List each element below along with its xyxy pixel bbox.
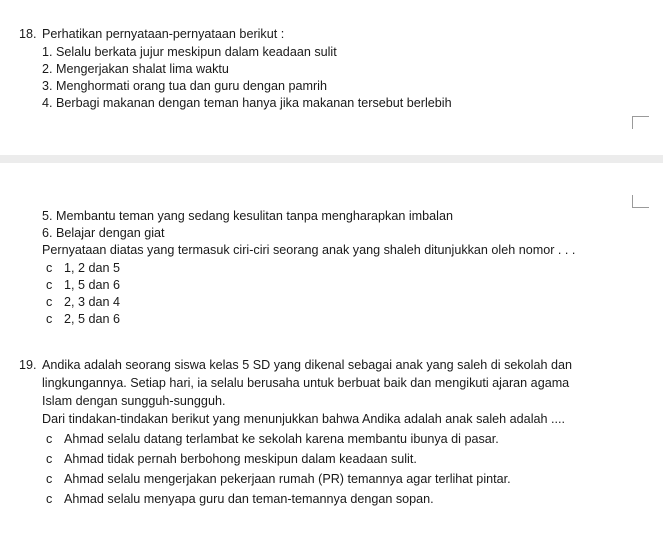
q19-option-c[interactable]: [46, 471, 511, 488]
q18-statement-6: 6. Belajar dengan giat: [42, 226, 165, 240]
option-text: Ahmad selalu mengerjakan pekerjaan rumah (PR) temannya agar terlihat pintar.: [64, 472, 511, 486]
q18-option-c[interactable]: [46, 294, 120, 311]
q18-option-b[interactable]: [46, 277, 120, 294]
option-marker: c: [46, 492, 53, 506]
q19-option-d[interactable]: [46, 491, 434, 508]
option-text: Ahmad tidak pernah berbohong meskipun dalam keadaan sulit.: [64, 452, 417, 466]
q19-option-a[interactable]: [46, 431, 499, 448]
option-text: Ahmad selalu datang terlambat ke sekolah karena membantu ibunya di pasar.: [64, 432, 499, 446]
option-text: 1, 5 dan 6: [64, 278, 121, 292]
option-marker: c: [46, 472, 53, 486]
q18-statement-4: 4. Berbagi makanan dengan teman hanya jika makanan tersebut berlebih: [42, 96, 452, 110]
option-text: 2, 3 dan 4: [64, 295, 121, 309]
option-marker: c: [46, 312, 53, 326]
q19-stem-line-3: Islam dengan sungguh-sungguh.: [42, 394, 226, 408]
q18-statement-3: 3. Menghormati orang tua dan guru dengan pamrih: [42, 79, 327, 93]
page-break-separator: [0, 155, 663, 163]
q18-statement-5: 5. Membantu teman yang sedang kesulitan tanpa mengharapkan imbalan: [42, 209, 453, 223]
option-text: Ahmad selalu menyapa guru dan teman-temannya dengan sopan.: [64, 492, 434, 506]
option-text: 2, 5 dan 6: [64, 312, 121, 326]
q18-statement-2: 2. Mengerjakan shalat lima waktu: [42, 62, 229, 76]
option-marker: c: [46, 278, 53, 292]
q18-stem: Perhatikan pernyataan-pernyataan berikut :: [42, 27, 285, 41]
option-marker: c: [46, 295, 53, 309]
q18-question: Pernyataan diatas yang termasuk ciri-ciri seorang anak yang shaleh ditunjukkan oleh nomor . . .: [42, 243, 576, 257]
q19-number: 19.: [19, 358, 37, 372]
q18-statement-1: 1. Selalu berkata jujur meskipun dalam keadaan sulit: [42, 45, 337, 59]
q19-question: Dari tindakan-tindakan berikut yang menunjukkan bahwa Andika adalah anak saleh adalah ....: [42, 412, 565, 426]
option-text: 1, 2 dan 5: [64, 261, 121, 275]
page-corner-mark-top: [632, 116, 649, 129]
page-corner-mark-bottom: [632, 195, 649, 208]
option-marker: c: [46, 261, 53, 275]
q18-option-a[interactable]: [46, 260, 120, 277]
q19-option-b[interactable]: [46, 451, 417, 468]
q18-number: 18.: [19, 27, 37, 41]
option-marker: c: [46, 432, 53, 446]
q19-stem-line-2: lingkungannya. Setiap hari, ia selalu berusaha untuk berbuat baik dan mengikuti ajaran agama: [42, 376, 570, 390]
option-marker: c: [46, 452, 53, 466]
q19-stem-line-1: Andika adalah seorang siswa kelas 5 SD yang dikenal sebagai anak yang saleh di sekolah dan: [42, 358, 572, 372]
q18-option-d[interactable]: [46, 311, 120, 328]
